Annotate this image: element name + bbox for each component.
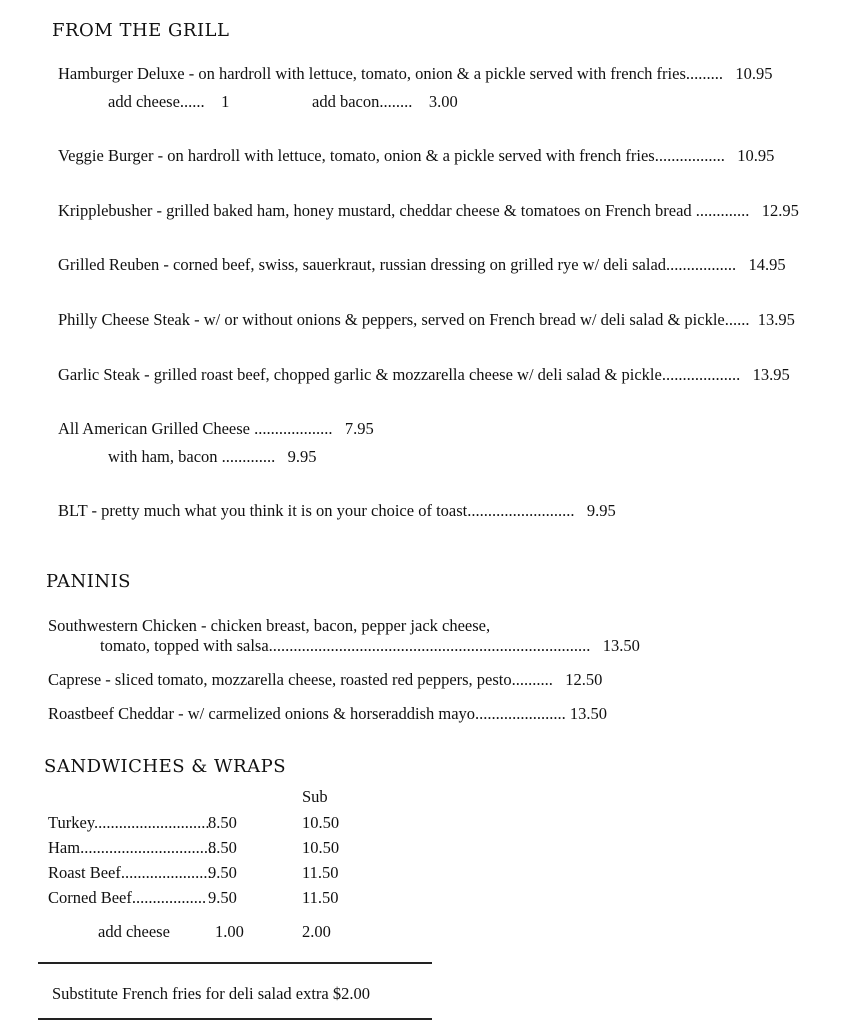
sub-column-header: Sub bbox=[302, 787, 328, 806]
add-cheese-label: add cheese bbox=[98, 922, 170, 941]
addon-ham-bacon bbox=[108, 447, 317, 467]
addon-label: add cheese...... bbox=[108, 92, 205, 111]
menu-item-price: 13.50 bbox=[569, 704, 608, 723]
menu-item-description: BLT - pretty much what you think it is on your choice of toast.......................... bbox=[58, 501, 575, 520]
menu-item-price: 12.50 bbox=[565, 670, 603, 689]
menu-item-description: tomato, topped with salsa.............................................................................. bbox=[100, 636, 591, 655]
menu-item-philly bbox=[58, 310, 795, 330]
section-heading-paninis: PANINIS bbox=[46, 571, 132, 592]
addon-price: 3.00 bbox=[428, 92, 458, 111]
addon-cheese bbox=[108, 92, 229, 112]
menu-item-veggie-burger bbox=[58, 146, 774, 166]
menu-item-southwestern-line1: Southwestern Chicken - chicken breast, bacon, pepper jack cheese, bbox=[48, 616, 491, 635]
menu-item-price: 10.95 bbox=[735, 64, 773, 83]
menu-item-description: Roastbeef Cheddar - w/ carmelized onions & horseraddish mayo...................... bbox=[48, 704, 566, 723]
addon-label: with ham, bacon ............. bbox=[108, 447, 276, 466]
section-heading-sandwiches: SANDWICHES & WRAPS bbox=[44, 756, 287, 777]
menu-item-price: 13.50 bbox=[602, 636, 640, 655]
menu-item-price: 9.95 bbox=[586, 501, 616, 520]
menu-item-caprese bbox=[48, 670, 602, 690]
section-heading-grill: FROM THE GRILL bbox=[52, 20, 230, 41]
menu-item-description: Philly Cheese Steak - w/ or without onions & peppers, served on French bread w/ deli salad & pickle...... bbox=[58, 310, 750, 329]
menu-item-description: Veggie Burger - on hardroll with lettuce, tomato, onion & a pickle served with french fries................. bbox=[58, 146, 725, 165]
sandwich-name-turkey: Turkey............................ bbox=[48, 813, 210, 832]
menu-item-garlic-steak bbox=[58, 365, 790, 385]
sandwich-sub-price-ham: 10.50 bbox=[302, 838, 340, 857]
menu-item-price: 14.95 bbox=[748, 255, 786, 274]
divider-top bbox=[38, 962, 432, 964]
menu-item-southwestern bbox=[100, 636, 640, 656]
menu-item-description: Hamburger Deluxe - on hardroll with lettuce, tomato, onion & a pickle served with french fries......... bbox=[58, 64, 724, 83]
menu-item-description: Grilled Reuben - corned beef, swiss, sauerkraut, russian dressing on grilled rye w/ deli salad................. bbox=[58, 255, 737, 274]
menu-item-price: 7.95 bbox=[344, 419, 374, 438]
addon-label: add bacon........ bbox=[312, 92, 413, 111]
menu-item-description: Kripplebusher - grilled baked ham, honey mustard, cheddar cheese & tomatoes on French bread ............. bbox=[58, 201, 750, 220]
sandwich-sub-price-corned-beef: 11.50 bbox=[302, 888, 339, 907]
sandwich-name-corned-beef: Corned Beef.................. bbox=[48, 888, 207, 907]
menu-item-description: Caprese - sliced tomato, mozzarella cheese, roasted red peppers, pesto.......... bbox=[48, 670, 553, 689]
addon-price: 9.95 bbox=[287, 447, 317, 466]
menu-item-hamburger bbox=[58, 64, 773, 84]
menu-item-roastbeef-cheddar bbox=[48, 704, 607, 724]
sandwich-price-turkey: 8.50 bbox=[208, 813, 237, 832]
sandwich-sub-price-turkey: 10.50 bbox=[302, 813, 340, 832]
menu-item-price: 13.95 bbox=[757, 310, 795, 329]
add-cheese-sub-price: 2.00 bbox=[302, 922, 331, 941]
menu-item-kripplebusher bbox=[58, 201, 799, 221]
sandwich-price-corned-beef: 9.50 bbox=[208, 888, 237, 907]
sandwich-name-roast-beef: Roast Beef...................... bbox=[48, 863, 212, 882]
menu-item-price: 13.95 bbox=[752, 365, 790, 384]
sandwich-name-ham: Ham................................. bbox=[48, 838, 217, 857]
sandwich-price-ham: 8.50 bbox=[208, 838, 237, 857]
sandwich-price-roast-beef: 9.50 bbox=[208, 863, 237, 882]
divider-bottom bbox=[38, 1018, 432, 1020]
menu-item-description: Garlic Steak - grilled roast beef, chopped garlic & mozzarella cheese w/ deli salad & pickle................... bbox=[58, 365, 741, 384]
addon-bacon bbox=[312, 92, 458, 112]
substitution-note: Substitute French fries for deli salad extra $2.00 bbox=[52, 984, 371, 1003]
menu-item-description: All American Grilled Cheese ................... bbox=[58, 419, 333, 438]
menu-item-price: 12.95 bbox=[761, 201, 799, 220]
add-cheese-price: 1.00 bbox=[215, 922, 244, 941]
sandwich-sub-price-roast-beef: 11.50 bbox=[302, 863, 339, 882]
menu-item-reuben bbox=[58, 255, 786, 275]
menu-item-grilled-cheese bbox=[58, 419, 374, 439]
addon-price: 1 bbox=[221, 92, 230, 111]
menu-item-blt bbox=[58, 501, 616, 521]
menu-item-price: 10.95 bbox=[737, 146, 775, 165]
